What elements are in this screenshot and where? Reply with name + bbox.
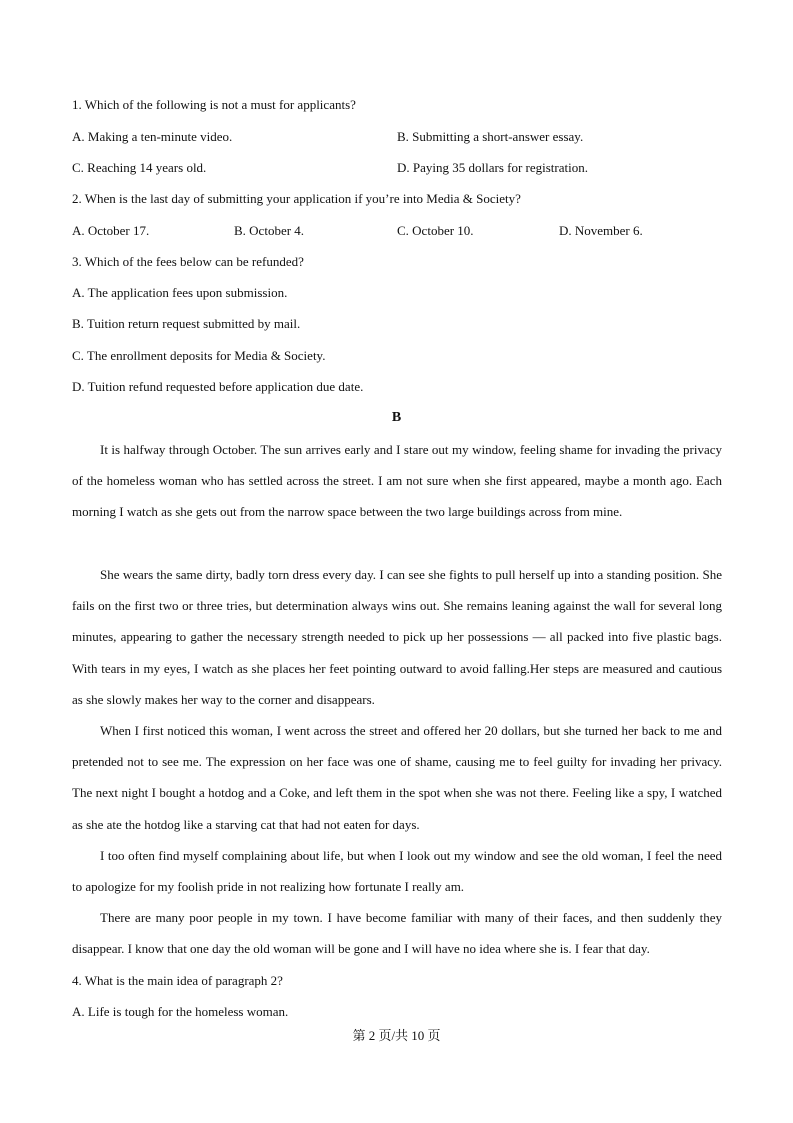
question-2-option-b: B. October 4. — [234, 223, 305, 238]
question-2-option-d: D. November 6. — [559, 223, 643, 238]
question-3-option-a: A. The application fees upon submission. — [72, 285, 288, 300]
question-2-option-c: C. October 10. — [397, 223, 474, 238]
question-2-stem: 2. When is the last day of submitting your application if you’re into Media & Society? — [72, 191, 521, 206]
question-1-stem: 1. Which of the following is not a must for applicants? — [72, 97, 356, 112]
question-3-option-b: B. Tuition return request submitted by mail. — [72, 316, 301, 331]
question-1-option-b: B. Submitting a short-answer essay. — [397, 129, 584, 144]
passage-paragraph-5: There are many poor people in my town. I have become familiar with many of their faces, and then suddenly they disappear. I know that one day the old woman will be gone and I will have no idea where she is. I fear that day. — [72, 910, 722, 957]
question-3-stem: 3. Which of the fees below can be refunded? — [72, 254, 304, 269]
question-4-option-a: A. Life is tough for the homeless woman. — [72, 1004, 289, 1019]
passage-paragraph-2: She wears the same dirty, badly torn dress every day. I can see she fights to pull herself up into a standing position. She fails on the first two or three tries, but determination always wins out. She remains leaning against the wall for several long minutes, appearing to gather the necessary strength needed to pick up her possessions — all packed into five plastic bags. With tears in my eyes, I watch as she places her feet pointing outward to avoid falling.Her steps are measured and cautious as she slowly makes her way to the corner and disappears. — [72, 567, 722, 707]
question-3-option-d: D. Tuition refund requested before application due date. — [72, 379, 364, 394]
passage-paragraph-1: It is halfway through October. The sun arrives early and I stare out my window, feeling shame for invading the privacy of the homeless woman who has settled across the street. I am not sure when she first appeared, maybe a month ago. Each morning I watch as she gets out from the narrow space between the two large buildings across from mine. — [72, 442, 722, 520]
question-3-option-c: C. The enrollment deposits for Media & Society. — [72, 348, 326, 363]
question-4-stem: 4. What is the main idea of paragraph 2? — [72, 973, 283, 988]
passage-paragraph-3: When I first noticed this woman, I went across the street and offered her 20 dollars, but she turned her back to me and pretended not to see me. The expression on her face was one of shame, causing me to feel guilty for invading her privacy. The next night I bought a hotdog and a Coke, and left them in the spot when she was not there. Feeling like a spy, I watched as she ate the hotdog like a starving cat that had not eaten for days. — [72, 723, 722, 832]
question-1-option-a: A. Making a ten-minute video. — [72, 129, 233, 144]
passage-paragraph-4: I too often find myself complaining about life, but when I look out my window and see the old woman, I feel the need to apologize for my foolish pride in not realizing how fortunate I really am. — [72, 848, 722, 895]
section-b-heading: B — [391, 410, 402, 425]
question-1-option-d: D. Paying 35 dollars for registration. — [397, 160, 588, 175]
question-2-option-a: A. October 17. — [72, 223, 150, 238]
page-number-footer: 第 2 页/共 10 页 — [352, 1028, 441, 1043]
question-1-option-c: C. Reaching 14 years old. — [72, 160, 207, 175]
